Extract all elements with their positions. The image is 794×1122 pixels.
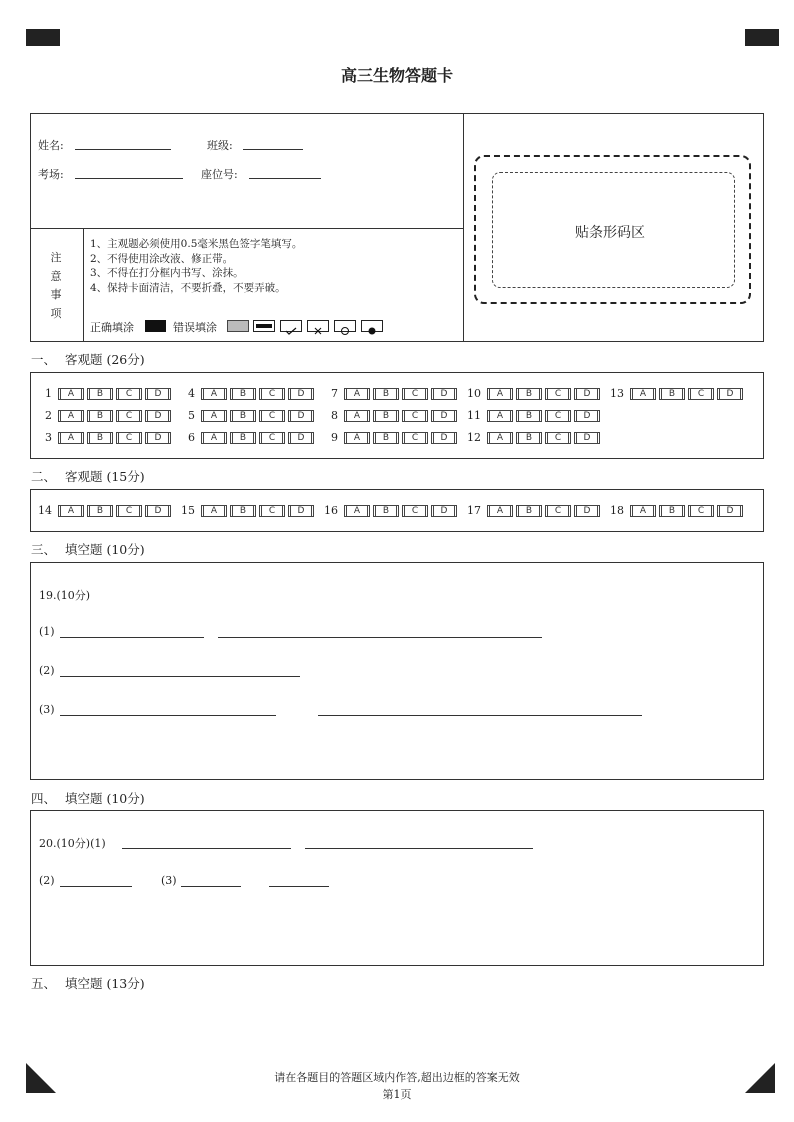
question-number: 1	[45, 387, 52, 400]
wrong-fill-sample-partial	[253, 320, 275, 332]
option-bubble-a[interactable]: A	[632, 505, 654, 517]
option-bubble-a[interactable]: A	[60, 388, 82, 400]
section-title: 填空题 (13分)	[65, 976, 145, 991]
section-title: 填空题 (10分)	[65, 542, 145, 557]
option-bubble-b[interactable]: B	[89, 505, 111, 517]
page-title: 高三生物答题卡	[340, 66, 453, 85]
section-5-heading	[31, 974, 145, 992]
option-bubble-c[interactable]: C	[404, 505, 426, 517]
class-field[interactable]	[243, 149, 303, 150]
option-bubble-b[interactable]: B	[232, 388, 254, 400]
check-icon	[280, 320, 302, 332]
q20-part2-label: (2)	[39, 874, 55, 887]
option-bubble-d[interactable]: D	[433, 410, 455, 422]
question-number: 16	[324, 504, 338, 517]
option-bubble-c[interactable]: C	[118, 410, 140, 422]
section-4-heading	[31, 789, 145, 807]
option-bubble-d[interactable]: D	[147, 505, 169, 517]
option-bubble-c[interactable]: C	[547, 410, 569, 422]
option-bubble-c[interactable]: C	[547, 505, 569, 517]
option-bubble-d[interactable]: D	[576, 410, 598, 422]
option-bubble-d[interactable]: D	[290, 505, 312, 517]
q20-part3-label: (3)	[161, 874, 177, 887]
notes-heading-char: 事	[50, 288, 62, 301]
question-number: 9	[331, 431, 338, 444]
correct-fill-label: 正确填涂	[90, 321, 134, 334]
option-bubble-a[interactable]: A	[489, 505, 511, 517]
section-3-heading	[31, 540, 145, 558]
option-bubble-b[interactable]: B	[375, 432, 397, 444]
q19-block	[30, 562, 764, 780]
question-number: 3	[45, 431, 52, 444]
option-bubble-c[interactable]: C	[547, 388, 569, 400]
room-field[interactable]	[75, 178, 183, 179]
option-bubble-a[interactable]: A	[489, 388, 511, 400]
option-bubble-c[interactable]: C	[118, 388, 140, 400]
option-bubble-d[interactable]: D	[147, 432, 169, 444]
q19-part1-label: (1)	[39, 625, 55, 638]
q19-part2-blank[interactable]	[60, 676, 300, 677]
option-bubble-d[interactable]: D	[433, 432, 455, 444]
option-bubble-c[interactable]: C	[118, 432, 140, 444]
option-bubble-c[interactable]: C	[404, 410, 426, 422]
question-number: 17	[467, 504, 481, 517]
section-title: 填空题 (10分)	[65, 791, 145, 806]
registration-mark-top-right	[745, 29, 779, 46]
correct-fill-sample	[145, 320, 166, 332]
option-bubble-b[interactable]: B	[661, 505, 683, 517]
option-bubble-d[interactable]: D	[147, 410, 169, 422]
notes-label-divider	[83, 228, 84, 342]
option-bubble-a[interactable]: A	[489, 432, 511, 444]
option-bubble-c[interactable]: C	[261, 505, 283, 517]
notes-heading-char: 项	[50, 306, 62, 320]
note-item: 1、主观题必须使用0.5毫米黑色签字笔填写。	[90, 238, 303, 250]
option-bubble-d[interactable]: D	[147, 388, 169, 400]
page-number: 第1页	[382, 1088, 412, 1101]
name-field[interactable]	[75, 149, 171, 150]
question-number: 11	[467, 409, 481, 422]
circle-icon	[334, 320, 356, 332]
question-number: 18	[610, 504, 624, 517]
wrong-fill-sample-grey	[227, 320, 249, 332]
option-bubble-b[interactable]: B	[232, 505, 254, 517]
section-title: 客观题 (26分)	[65, 352, 145, 367]
question-number: 7	[331, 387, 338, 400]
option-bubble-a[interactable]: A	[489, 410, 511, 422]
option-bubble-d[interactable]: D	[576, 505, 598, 517]
option-bubble-c[interactable]: C	[261, 388, 283, 400]
question-number: 4	[188, 387, 195, 400]
seat-field[interactable]	[249, 178, 321, 179]
notes-list	[90, 237, 302, 295]
section-title: 客观题 (15分)	[65, 469, 145, 484]
option-bubble-d[interactable]: D	[719, 388, 741, 400]
notes-heading-char: 意	[50, 269, 62, 283]
option-bubble-c[interactable]: C	[690, 388, 712, 400]
option-bubble-b[interactable]: B	[89, 388, 111, 400]
option-bubble-c[interactable]: C	[404, 388, 426, 400]
option-bubble-a[interactable]: A	[60, 505, 82, 517]
section-2-heading	[31, 467, 145, 485]
room-label: 考场:	[38, 168, 64, 181]
question-number: 6	[188, 431, 195, 444]
q20-part1-blank-b[interactable]	[305, 848, 533, 849]
option-bubble-b[interactable]: B	[518, 505, 540, 517]
q20-block	[30, 810, 764, 966]
option-bubble-b[interactable]: B	[375, 505, 397, 517]
option-bubble-d[interactable]: D	[576, 432, 598, 444]
option-bubble-b[interactable]: B	[661, 388, 683, 400]
option-bubble-b[interactable]: B	[89, 432, 111, 444]
q20-part3-blank-a[interactable]	[181, 886, 241, 887]
footer-note: 请在各题目的答题区域内作答,超出边框的答案无效	[274, 1071, 520, 1084]
q19-part3-blank-b[interactable]	[318, 715, 642, 716]
option-bubble-a[interactable]: A	[346, 505, 368, 517]
option-bubble-a[interactable]: A	[203, 388, 225, 400]
option-bubble-b[interactable]: B	[232, 432, 254, 444]
q19-part3-blank-a[interactable]	[60, 715, 276, 716]
q19-part1-blank-b[interactable]	[218, 637, 542, 638]
q19-part2-label: (2)	[39, 664, 55, 677]
option-bubble-c[interactable]: C	[261, 432, 283, 444]
section-number: 一、	[31, 352, 57, 367]
option-bubble-a[interactable]: A	[203, 505, 225, 517]
option-bubble-b[interactable]: B	[375, 388, 397, 400]
question-number: 10	[467, 387, 481, 400]
option-bubble-b[interactable]: B	[232, 410, 254, 422]
name-label: 姓名:	[38, 139, 64, 152]
option-bubble-c[interactable]: C	[118, 505, 140, 517]
question-number: 13	[610, 387, 624, 400]
q20-part2-blank[interactable]	[60, 886, 132, 887]
question-number: 2	[45, 409, 52, 422]
notes-heading-char: 注	[50, 251, 62, 264]
question-number: 12	[467, 431, 481, 444]
question-number: 14	[38, 504, 52, 517]
option-bubble-b[interactable]: B	[518, 432, 540, 444]
option-bubble-a[interactable]: A	[346, 432, 368, 444]
notes-divider	[30, 228, 464, 229]
section-1-heading	[31, 350, 145, 368]
option-bubble-a[interactable]: A	[60, 432, 82, 444]
seat-label: 座位号:	[201, 168, 238, 181]
question-number: 5	[188, 409, 195, 422]
section-number: 三、	[31, 542, 57, 557]
q20-part1-blank-a[interactable]	[122, 848, 291, 849]
class-label: 班级:	[207, 139, 233, 152]
q20-part3-blank-b[interactable]	[269, 886, 329, 887]
q19-part1-blank-a[interactable]	[60, 637, 204, 638]
note-item: 3、不得在打分框内书写、涂抹。	[90, 267, 244, 279]
option-bubble-d[interactable]: D	[576, 388, 598, 400]
q19-title: 19.(10分)	[39, 589, 91, 602]
question-number: 8	[331, 409, 338, 422]
option-bubble-b[interactable]: B	[518, 410, 540, 422]
option-bubble-b[interactable]: B	[518, 388, 540, 400]
barcode-label: 贴条形码区	[575, 225, 645, 241]
section-number: 四、	[31, 791, 57, 806]
note-item: 2、不得使用涂改液、修正带。	[90, 252, 234, 265]
option-bubble-d[interactable]: D	[290, 432, 312, 444]
option-bubble-a[interactable]: A	[203, 432, 225, 444]
option-bubble-c[interactable]: C	[404, 432, 426, 444]
cross-icon	[307, 320, 329, 332]
option-bubble-c[interactable]: C	[547, 432, 569, 444]
note-item: 4、保持卡面清洁，不要折叠，不要弄破。	[90, 281, 286, 294]
option-bubble-d[interactable]: D	[290, 388, 312, 400]
registration-mark-top-left	[26, 29, 60, 46]
section-number: 二、	[31, 469, 57, 484]
notes-heading	[48, 249, 64, 323]
option-bubble-a[interactable]: A	[203, 410, 225, 422]
q19-part3-label: (3)	[39, 703, 55, 716]
option-bubble-a[interactable]: A	[346, 388, 368, 400]
option-bubble-d[interactable]: D	[433, 388, 455, 400]
option-bubble-b[interactable]: B	[89, 410, 111, 422]
q20-title: 20.(10分)(1)	[39, 837, 106, 850]
question-number: 15	[181, 504, 195, 517]
option-bubble-c[interactable]: C	[261, 410, 283, 422]
option-bubble-c[interactable]: C	[690, 505, 712, 517]
option-bubble-b[interactable]: B	[375, 410, 397, 422]
option-bubble-d[interactable]: D	[719, 505, 741, 517]
wrong-fill-label: 错误填涂	[173, 321, 217, 334]
option-bubble-a[interactable]: A	[632, 388, 654, 400]
option-bubble-d[interactable]: D	[290, 410, 312, 422]
option-bubble-d[interactable]: D	[433, 505, 455, 517]
dot-icon	[361, 320, 383, 332]
option-bubble-a[interactable]: A	[346, 410, 368, 422]
section-number: 五、	[31, 976, 57, 991]
option-bubble-a[interactable]: A	[60, 410, 82, 422]
